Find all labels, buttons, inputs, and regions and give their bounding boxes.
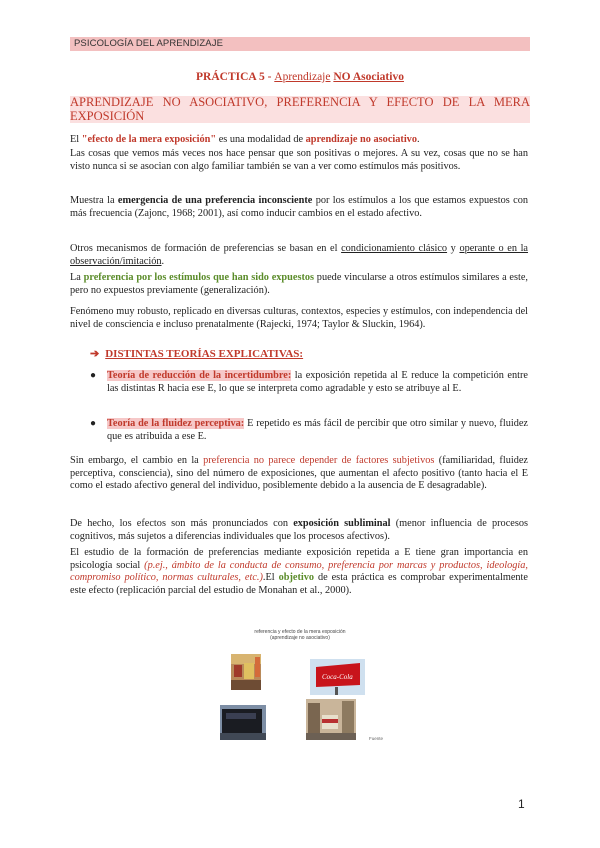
- header-label: PSICOLOGÍA DEL APRENDIZAJE: [74, 38, 224, 49]
- arrow-icon: ➔: [90, 348, 100, 360]
- paragraph-9: El estudio de la formación de preferencias mediante exposición repetida a E tiene gran importancia en psicología social (p.ej., ámbito de la conducta de consumo, preferencia por marcas y productos, ideología, compromiso político, normas culturales, etc.).El objetivo de esta práctica es comprobar experimentalmente este efecto (replicación parcial del estudio de Monahan et al., 2000).: [70, 547, 528, 596]
- title-prefix: PRÁCTICA 5 -: [196, 71, 275, 83]
- link-classical-conditioning: condicionamiento clásico: [341, 243, 448, 254]
- city-photo-2: [220, 705, 266, 740]
- paragraph-4: Otros mecanismos de formación de preferencias se basan en el condicionamiento clásico y operante o en la observación/imitación.: [70, 243, 529, 267]
- examples-italic: (p.ej., ámbito de la conducta de consumo, preferencia por marcas y productos, ideología, compromiso político, normas culturales, etc.): [70, 559, 528, 584]
- street-photo: [306, 699, 356, 740]
- page-number: 1: [518, 797, 525, 811]
- highlight-unconscious-preference: emergencia de una preferencia inconsciente: [117, 195, 313, 206]
- paragraph-3: Muestra la emergencia de una preferencia inconsciente por los estímulos a los que estamos expuestos con más frecuencia (Zajonc, 1968; 2001), así como inducir cambios en el estado afectivo.: [70, 195, 528, 219]
- theory-term: Teoría de la fluidez perceptiva:: [107, 418, 245, 429]
- theories-heading-label: DISTINTAS TEORÍAS EXPLICATIVAS:: [105, 348, 304, 360]
- highlight-non-associative: aprendizaje no asociativo: [305, 134, 417, 145]
- bullet-icon: ●: [90, 370, 97, 381]
- theories-heading: [90, 347, 303, 360]
- title-part1: Aprendizaje: [274, 71, 331, 83]
- section-heading: APRENDIZAJE NO ASOCIATIVO, PREFERENCIA Y EFECTO DE LA MERA EXPOSICIÓN: [70, 95, 530, 123]
- highlight-mere-exposure: "efecto de la mera exposición": [81, 134, 217, 145]
- bullet-item-uncertainty: ● Teoría de reducción de la incertidumbre: la exposición repetida al E reduce la competición entre las distintas R hacia ese E, lo que se interpreta como agradable y esto se atribuye al E.: [90, 370, 528, 394]
- paragraph-7: Sin embargo, el cambio en la preferencia no parece depender de factores subjetivos (familiaridad, fluidez perceptiva, consciencia), sino del número de exposiciones, que aumentan el afecto positivo (tanto hacia el E como el estado afectivo general del individuo, posiblemente debido a la ausencia de E desagradable).: [70, 455, 528, 492]
- figure-note: Fuente: [369, 736, 384, 741]
- paragraph-8: De hecho, los efectos son más pronunciados con exposición subliminal (menor influencia de procesos cognitivos, más sujetos a diferencias individuales que los procesos afectivos).: [70, 518, 528, 542]
- billboard-text: Coca-Cola: [322, 673, 353, 681]
- paragraph-1: El "efecto de la mera exposición" es una modalidad de aprendizaje no asociativo.: [70, 134, 420, 145]
- highlight-objective: objetivo: [278, 572, 315, 584]
- highlight-exposed-stimuli: preferencia por los estímulos que han sido expuestos: [83, 272, 315, 283]
- figure-images: [210, 627, 390, 745]
- highlight-subjective-factors: preferencia no parece depender de factores subjetivos: [203, 455, 435, 466]
- practice-title: [0, 71, 600, 83]
- bullet-item-fluency: ● Teoría de la fluidez perceptiva: E repetido es más fácil de percibir que otro similar y nuevo, fluidez que es atribuida a ese E.: [90, 418, 528, 442]
- bullet-icon: ●: [90, 418, 97, 429]
- figure-caption: referencia y efecto de la mera exposición (aprendizaje no asociativo): [254, 629, 346, 641]
- link-operant-conditioning: operante o en la observación/imitación: [70, 243, 529, 267]
- theory-term: Teoría de reducción de la incertidumbre:: [107, 370, 292, 381]
- running-header: [70, 37, 530, 51]
- title-part2: NO Asociativo: [333, 71, 404, 83]
- paragraph-6: Fenómeno muy robusto, replicado en diversas culturas, contextos, especies y estímulos, con independencia del nivel de consciencia e incluso prenatalmente (Rajecki, 1974; Taylor & Sluckin, 1964).: [70, 306, 528, 330]
- figure-advertising: [210, 627, 390, 745]
- paragraph-5: La preferencia por los estímulos que han sido expuestos puede vincularse a otros estímulos similares a este, pero no expuestos previamente (generalización).: [70, 272, 528, 296]
- paragraph-2: Las cosas que vemos más veces nos hace pensar que son positivas o mejores. A su vez, cosas que no se han visto nunca si se asocian con algo familiar también se van a ver como estímulos más positivos.: [70, 148, 528, 172]
- city-photo-1: [231, 654, 261, 690]
- billboard-photo: [310, 659, 365, 695]
- highlight-subliminal: exposición subliminal: [293, 518, 391, 529]
